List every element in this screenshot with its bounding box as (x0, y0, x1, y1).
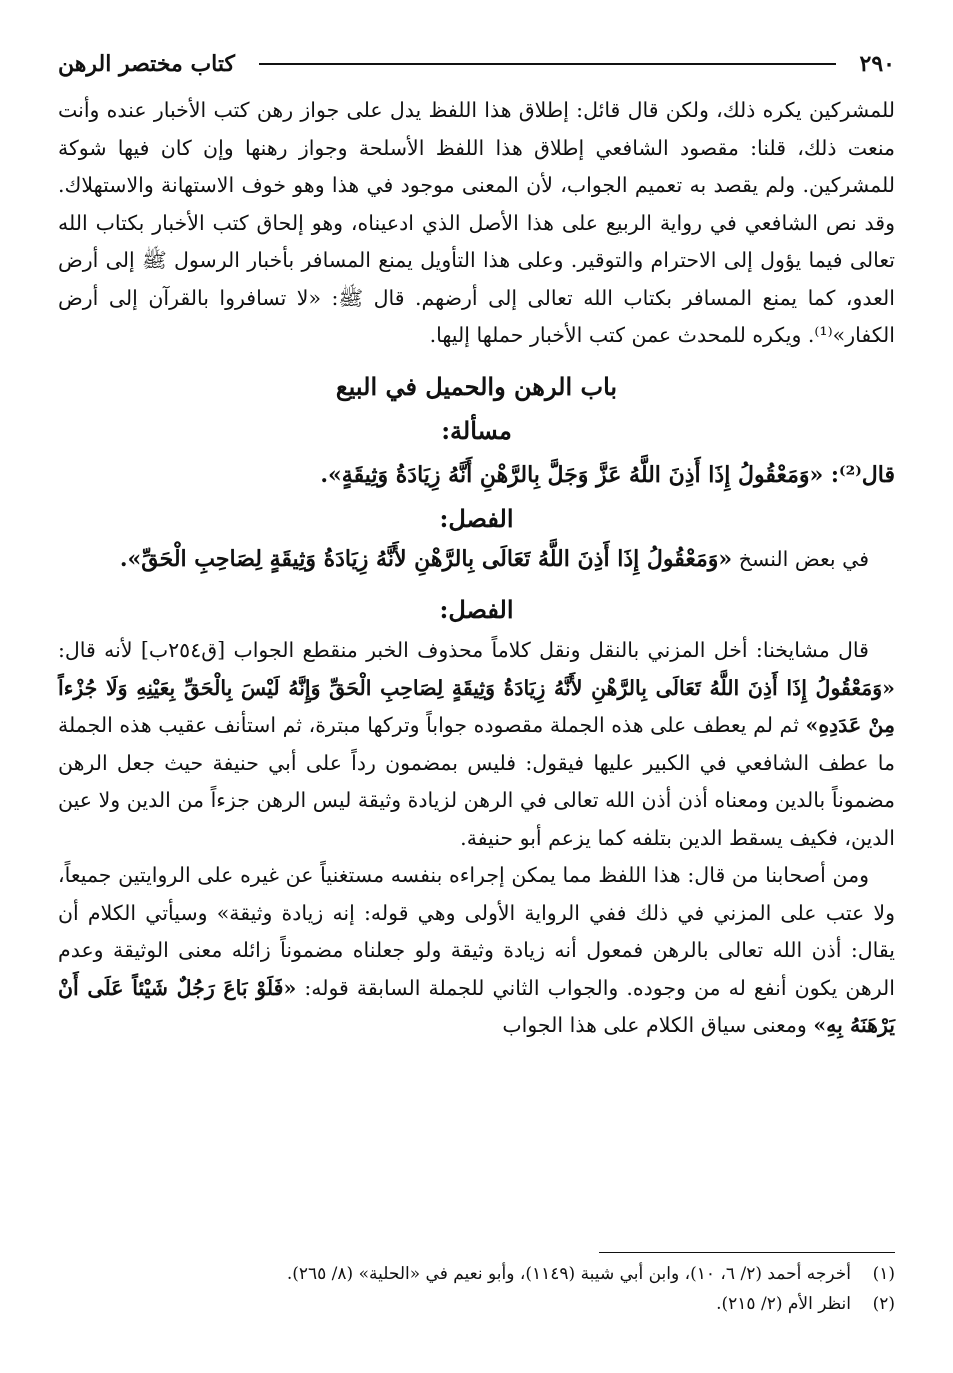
fasl-title-1: الفصل: (439, 503, 514, 533)
paragraph-2 (58, 632, 895, 857)
qala-text: «وَمَعْقُولُ إِذَا أَذِنَ اللَّهُ عَزَّ وَجَلَّ بِالرَّهْنِ أَنَّهُ زِيَادَةُ وَثِيقَةٍ». (320, 461, 824, 488)
footnote-2-text: انظر الأم (٢/ ٢١٥). (716, 1294, 851, 1314)
quoted-statement (58, 453, 895, 497)
fasl-title-2: الفصل: (439, 595, 514, 624)
footnote-1-number: (١) (872, 1264, 895, 1284)
page-header (58, 40, 895, 88)
paragraph-3 (58, 857, 895, 1045)
page-number: ٢٩٠ (859, 51, 895, 77)
footnotes (58, 1252, 895, 1319)
footnote-rule (599, 1252, 895, 1253)
paragraph-2-a: قال مشايخنا: أخل المزني بالنقل ونقل كلاماً محذوف الخبر منقطع الجواب [ق٢٥٤ب] لأنه قال: (58, 638, 869, 662)
masala-title: مسألة: (441, 415, 512, 445)
chapter-title: باب الرهن والحميل في البيع (335, 371, 618, 401)
variant-prefix: في بعض النسخ (738, 546, 869, 571)
main-text (58, 92, 895, 1045)
paragraph-2-quote: «وَمَعْقُولُ إِذَا أَذِنَ اللَّهُ تَعَالَى بِالرَّهْنِ لأَنَّهُ زِيَادَةُ وَثِيقَةٍ لِصَاحِبِ الْحَقِّ وَإِنَّهُ لَيْسَ بِالْحَقِّ بِعَيْنِهِ وَلَا جُزْءاً مِنْ عَدَدِهِ» (58, 675, 895, 737)
variant-paragraph (58, 541, 895, 579)
paragraph-1: للمشركين يكره ذلك، ولكن قال قائل: إطلاق هذا اللفظ يدل على جواز رهن كتب الأخبار عنده وأنت منعت ذلك، قلنا: مقصود الشافعي إطلاق هذا اللفظ الأسلحة وجواز رهنها وإن كان فيها شوكة للمشركين. ولم يقصد به تعميم الجواب، لأن المعنى موجود في هذا وهو خوف الاستهانة والاستهلاك. وقد نص الشافعي في رواية الربيع على هذا الأصل الذي ادعيناه، وهو إلحاق كتب الأخبار بكتاب الله تعالى فيما يؤول إلى الاحترام والتوقير. وعلى هذا التأويل يمنع المسافر بأخبار الرسول ﷺ إلى أرض العدو، كما يمنع المسافر بكتاب الله تعالى إلى أرضهم. قال ﷺ: «لا تسافروا بالقرآن إلى أرض الكفار»⁽¹⁾. ويكره للمحدث عمن كتب الأخبار حملها إليها. (58, 98, 895, 347)
qala-label: قال⁽²⁾: (830, 461, 895, 488)
paragraph-2-b: ثم لم يعطف على هذه الجملة مقصوده جواباً وتركها مبترة، ثم استأنف عقيب هذه الجملة ما عطف الشافعي في الكبير عليها فيقول: فليس بمضمون رداً على أبي حنيفة حيث جعل الرهن مضموناً بالدين ومعناه أذن أذن الله تعالى في الرهن لزيادة وثيقة ليس الرهن جزءاً من الدين ولا عين الدين، فكيف يسقط الدين بتلفه كما يزعم أبو حنيفة. (58, 713, 895, 850)
footnote-2-number: (٢) (872, 1294, 895, 1314)
footnote-2 (58, 1289, 895, 1319)
paragraph-3-a: ومن أصحابنا من قال: هذا اللفظ مما يمكن إجراءه بنفسه مستغنياً عن غيره على الروايتين جميعاً، ولا عتب على المزني في ذلك ففي الرواية الأولى وهي قوله: إنه زيادة وثيقة» وسيأتي الكلام أن يقال: أذن الله تعالى بالرهن فمعول أنه زيادة وثيقة ولو جعلناه مضموناً زائله معنى الوثيقة وعدم الرهن يكون أنفع له من وجوده. والجواب الثاني للجملة السابقة قوله: (58, 863, 895, 1000)
book-title: كتاب مختصر الرهن (58, 51, 235, 77)
variant-text: «وَمَعْقُولُ إِذَا أَذِنَ اللَّهُ تَعَالَى بِالرَّهْنِ لأَنَّهُ زِيَادَةُ وَثِيقَةٍ لِصَاحِبِ الْحَقِّ». (119, 545, 733, 572)
footnote-1-text: أخرجه أحمد (٢/ ٦، ١٠)، وابن أبي شيبة (١١٤٩)، وأبو نعيم في «الحلية» (٨/ ٢٦٥). (286, 1264, 851, 1284)
paragraph-3-quote: «فَلَوْ بَاعَ رَجُلٌ شَيْئاً عَلَى أَنْ يَرْهَنَهُ بِهِ» (58, 975, 895, 1037)
footnote-1 (58, 1259, 895, 1289)
header-rule (259, 63, 836, 65)
paragraph-3-b: ومعنى سياق الكلام على هذا الجواب (502, 1013, 807, 1037)
